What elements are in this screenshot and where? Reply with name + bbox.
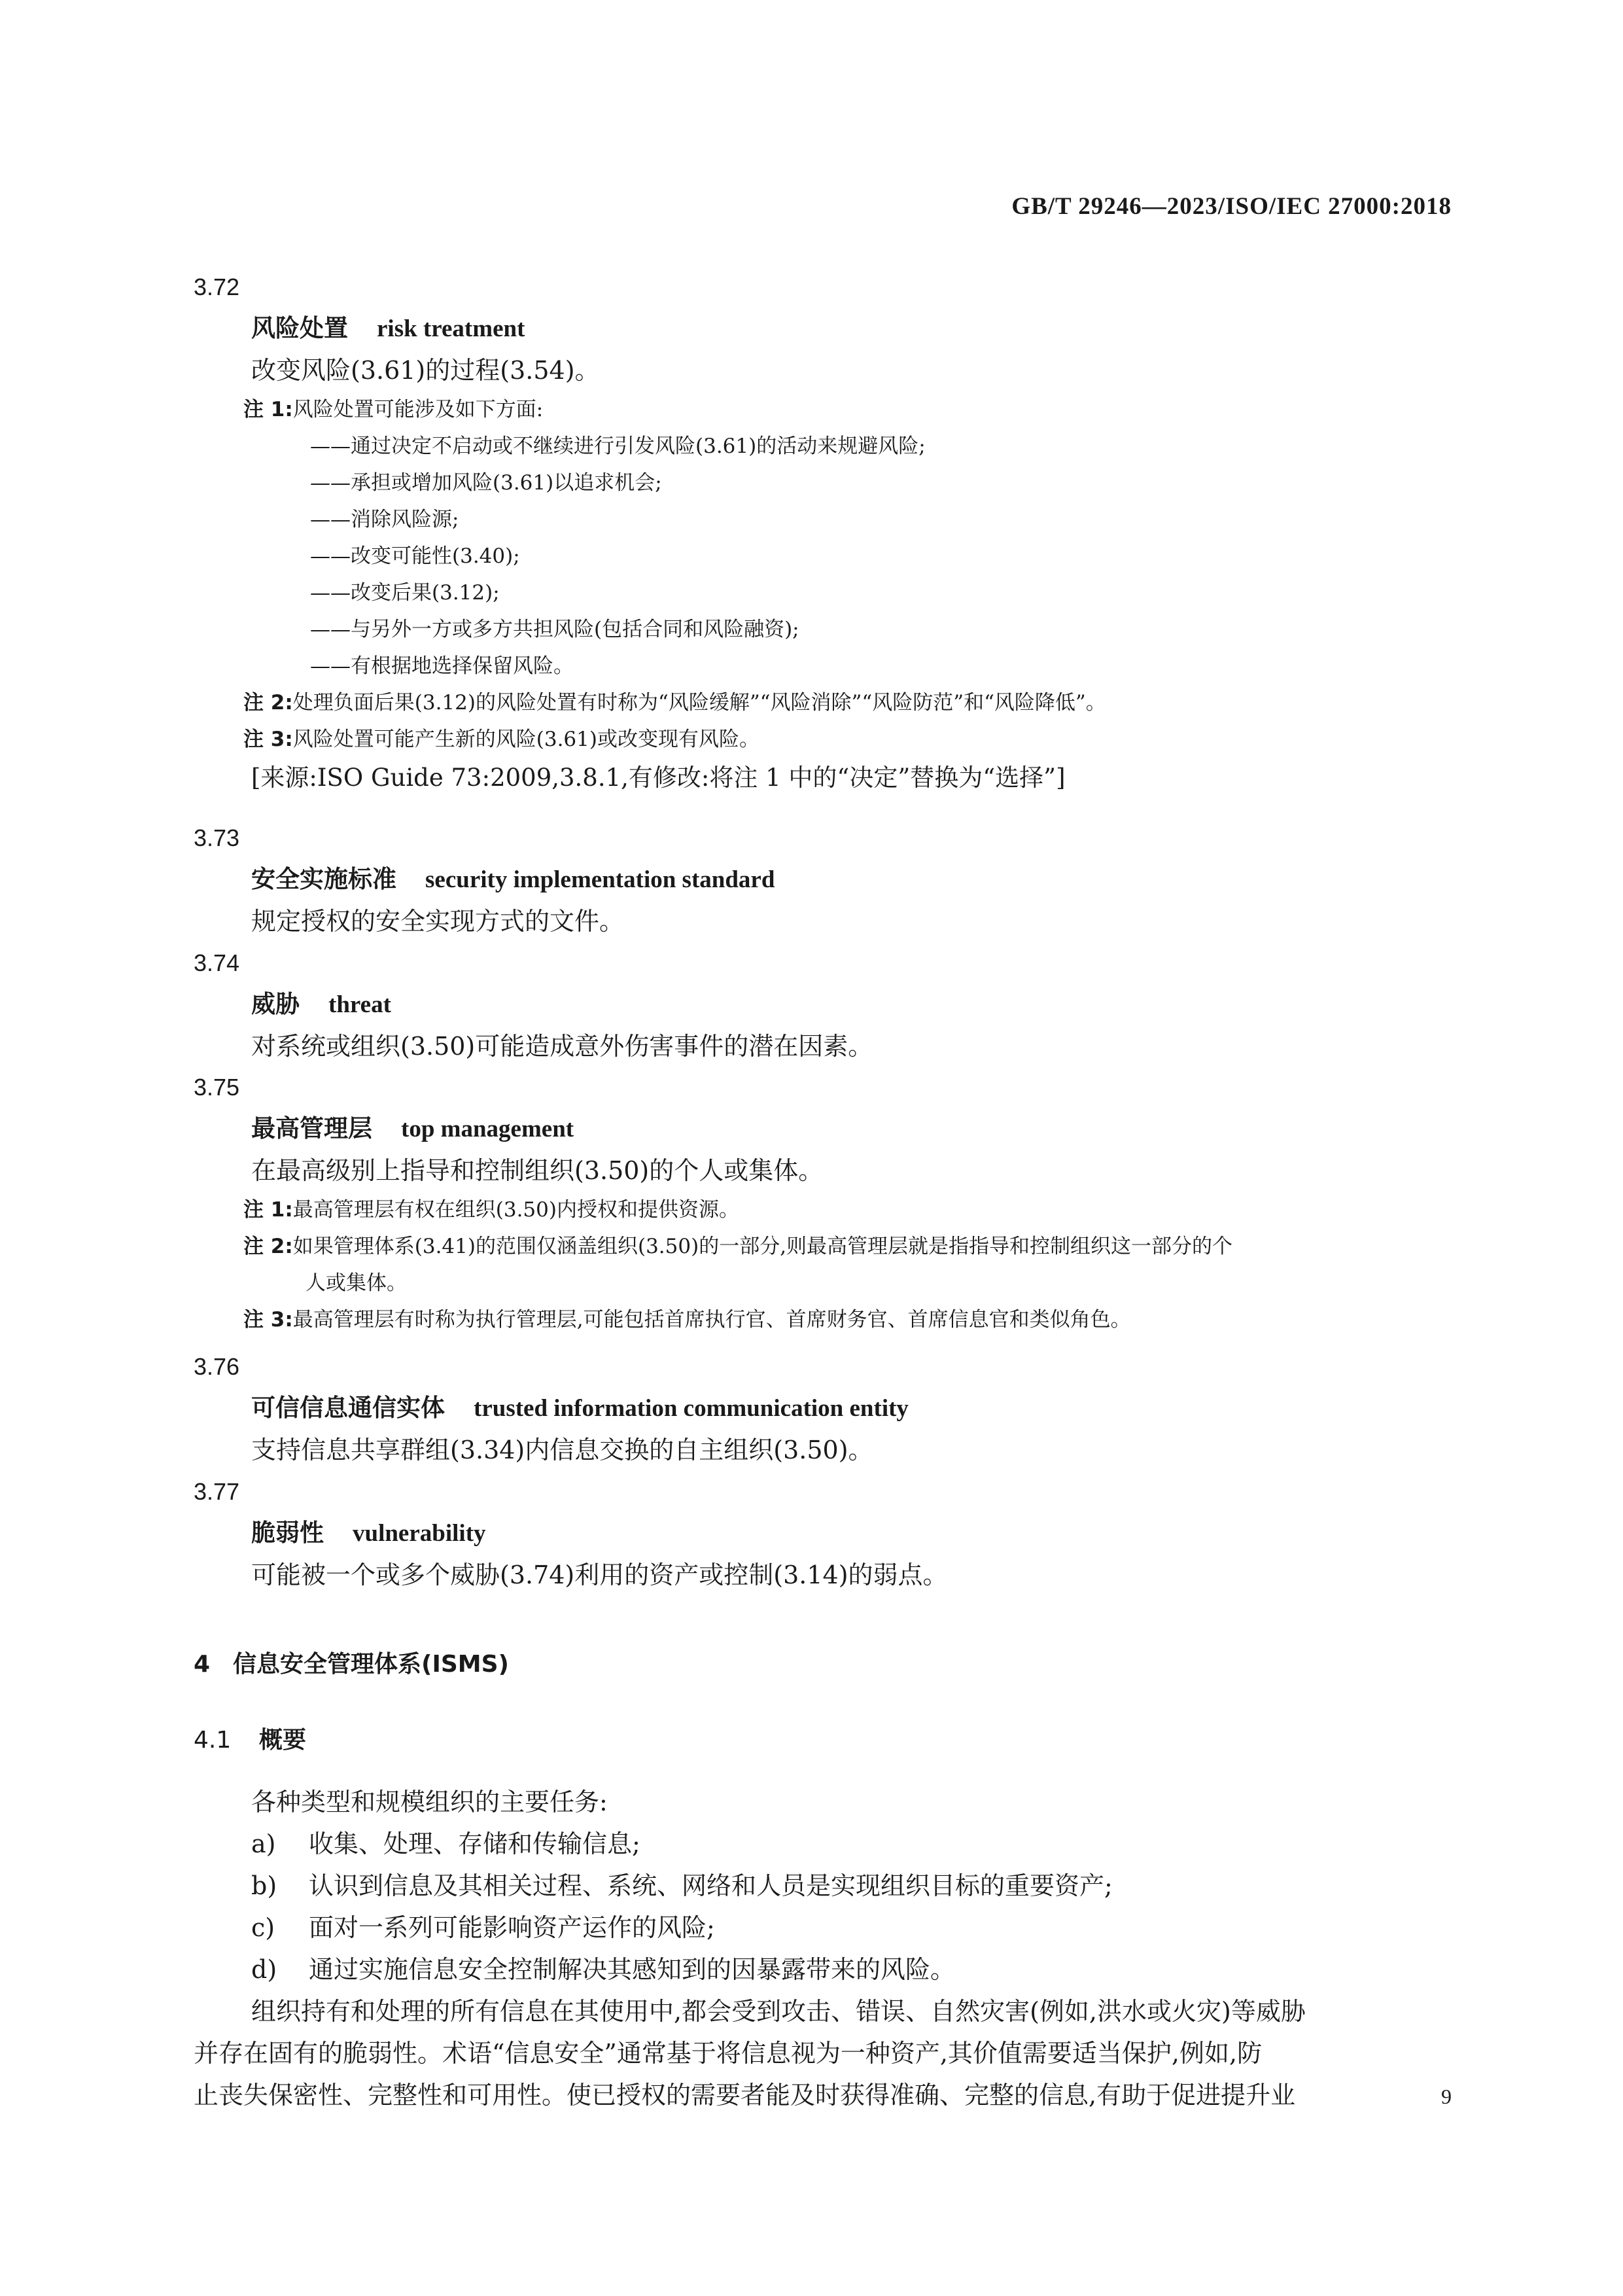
list-text: 通过实施信息安全控制解决其感知到的因暴露带来的风险。 [309,1955,956,1984]
note-text: 风险处置可能涉及如下方面: [292,398,544,421]
entry-number: 3.76 [194,1353,240,1380]
entry-3-74 [194,943,1459,1067]
term-zh: 可信信息通信实体 [251,1394,445,1422]
note-label: 注 1: [243,1198,293,1222]
term-en: risk treatment [377,315,525,342]
term-en: trusted information communication entity [474,1395,909,1422]
note-item: ——消除风险源; [310,508,459,531]
entry-definition: 可能被一个或多个威胁(3.74)利用的资产或控制(3.14)的弱点。 [251,1561,948,1589]
section-number: 4 [194,1651,211,1678]
section-title: 信息安全管理体系(ISMS) [233,1651,509,1678]
entry-term [194,858,1459,900]
entry-number: 3.75 [194,1074,240,1101]
note-label: 注 2: [243,1235,293,1258]
note [194,1301,1459,1338]
page-number: 9 [1441,2085,1452,2108]
standard-header: GB/T 29246—2023/ISO/IEC 27000:2018 [1011,193,1452,220]
paragraph-line: 组织持有和处理的所有信息在其使用中,都会受到攻击、错误、自然灾害(例如,洪水或火灾)等威胁 [251,1997,1306,2026]
body-paragraph [194,1990,1459,2116]
entry-term [194,308,1459,349]
entry-term [194,1387,1459,1429]
entry-number: 3.77 [194,1478,240,1505]
note [194,391,1459,428]
term-en: vulnerability [353,1520,486,1547]
entry-definition: 支持信息共享群组(3.34)内信息交换的自主组织(3.50)。 [251,1436,873,1464]
term-zh: 安全实施标准 [251,865,396,893]
note-continuation: 人或集体。 [305,1271,407,1295]
term-en: top management [401,1116,574,1142]
term-en: threat [328,991,391,1018]
note-label: 注 3: [243,728,293,751]
paragraph-line: 并存在固有的脆弱性。术语“信息安全”通常基于将信息视为一种资产,其价值需要适当保护,例如,防 [194,2039,1263,2068]
subsection-number: 4.1 [194,1727,232,1754]
section-4-1-heading [194,1721,1459,1760]
entry-number: 3.72 [194,274,240,300]
note-text: 最高管理层有时称为执行管理层,可能包括首席执行官、首席财务官、首席信息官和类似角色。 [292,1308,1131,1332]
list-marker: a) [251,1829,276,1858]
list-marker: b) [251,1871,277,1900]
list-marker: c) [251,1913,275,1942]
entry-term [194,983,1459,1025]
term-zh: 威胁 [251,990,300,1018]
note-label: 注 3: [243,1308,293,1332]
entry-definition: 对系统或组织(3.50)可能造成意外伤害事件的潜在因素。 [251,1032,873,1061]
note-item: ——承担或增加风险(3.61)以追求机会; [310,471,662,495]
entry-term [194,1512,1459,1554]
note-text: 风险处置可能产生新的风险(3.61)或改变现有风险。 [292,728,759,751]
intro-paragraph: 各种类型和规模组织的主要任务: [251,1788,608,1816]
note-text: 处理负面后果(3.12)的风险处置有时称为“风险缓解”“风险消除”“风险防范”和“风险降低”。 [292,691,1106,715]
entry-3-73 [194,818,1459,942]
note-item: ——与另外一方或多方共担风险(包括合同和风险融资); [310,618,799,641]
note-item: ——改变可能性(3.40); [310,544,520,568]
subsection-title: 概要 [259,1727,307,1754]
term-zh: 脆弱性 [251,1519,324,1547]
list-text: 面对一系列可能影响资产运作的风险; [309,1913,715,1942]
note [194,1228,1459,1301]
note-item: ——有根据地选择保留风险。 [310,654,574,678]
note-label: 注 2: [243,691,293,715]
entry-3-76 [194,1347,1459,1471]
section-4-heading [194,1645,1459,1684]
list-item [194,1823,1459,1865]
note-text: 如果管理体系(3.41)的范围仅涵盖组织(3.50)的一部分,则最高管理层就是指指导和控制组织这一部分的个 [292,1235,1233,1258]
note-label: 注 1: [243,398,293,421]
entry-definition: 改变风险(3.61)的过程(3.54)。 [251,356,600,385]
list-text: 收集、处理、存储和传输信息; [309,1829,640,1858]
entry-definition: 在最高级别上指导和控制组织(3.50)的个人或集体。 [251,1156,824,1185]
entry-source: [来源:ISO Guide 73:2009,3.8.1,有修改:将注 1 中的“决定”替换为“选择”] [251,764,1066,792]
section-4-1-body [194,1781,1459,2116]
entry-number: 3.74 [194,949,240,976]
entry-3-75 [194,1067,1459,1338]
list-item [194,1949,1459,1990]
entry-definition: 规定授权的安全实现方式的文件。 [251,907,625,936]
list-marker: d) [251,1955,277,1984]
paragraph-line: 止丧失保密性、完整性和可用性。使已授权的需要者能及时获得准确、完整的信息,有助于促进提升业 [194,2081,1296,2110]
note [194,721,1459,758]
term-zh: 最高管理层 [251,1114,372,1142]
list-item [194,1865,1459,1907]
term-zh: 风险处置 [251,314,348,342]
entry-term [194,1108,1459,1150]
note-item: ——通过决定不启动或不继续进行引发风险(3.61)的活动来规避风险; [310,434,926,458]
note [194,1192,1459,1228]
entry-number: 3.73 [194,824,240,851]
note-item: ——改变后果(3.12); [310,581,500,605]
entry-3-77 [194,1472,1459,1596]
entry-3-72 [194,267,1459,798]
note-text: 最高管理层有权在组织(3.50)内授权和提供资源。 [292,1198,739,1222]
term-en: security implementation standard [425,866,775,893]
list-item [194,1907,1459,1949]
note [194,684,1459,721]
list-text: 认识到信息及其相关过程、系统、网络和人员是实现组织目标的重要资产; [309,1871,1113,1900]
